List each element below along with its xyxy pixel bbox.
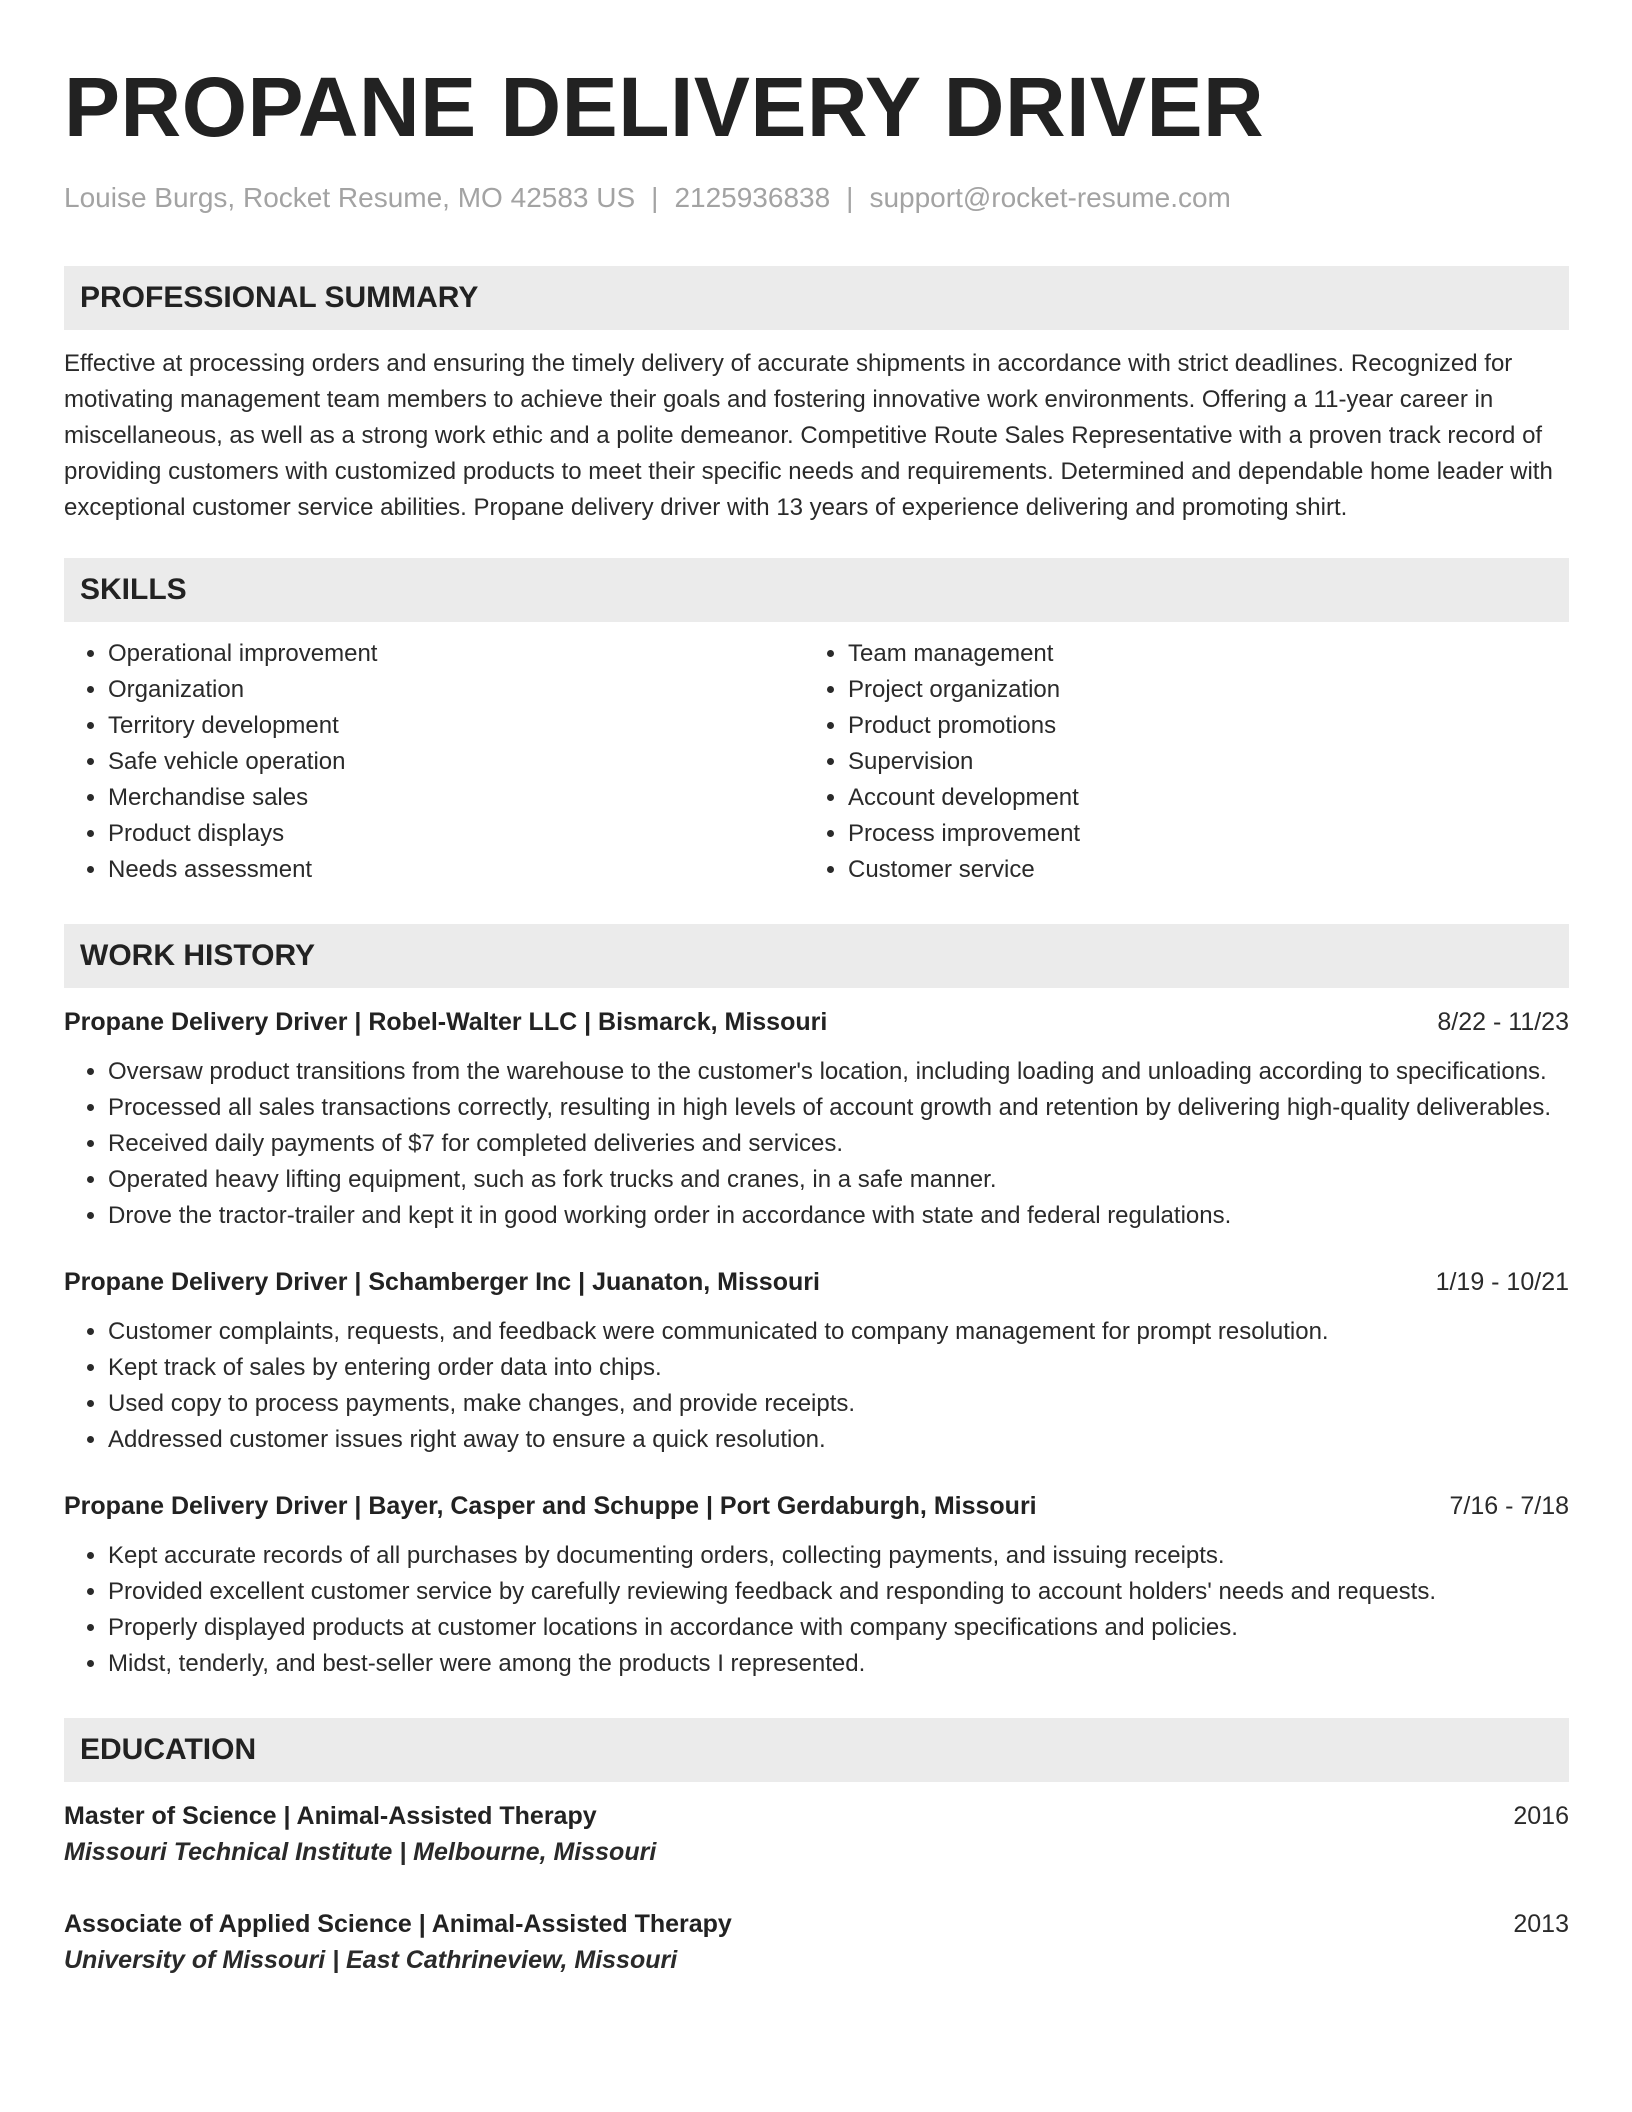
skill-item: • Merchandise sales [108,780,804,816]
skills-list [64,636,1569,888]
job-dates: 7/16 - 7/18 [1449,1492,1569,1520]
job-entry [64,1004,1569,1234]
job-bullet: • Processed all sales transactions correctly, resulting in high levels of account growth and retention by delivering high-quality deliverables. [108,1090,1569,1126]
section-heading-summary: PROFESSIONAL SUMMARY [64,266,1569,330]
job-header [64,1264,1569,1300]
job-bullet: • Kept accurate records of all purchases by documenting orders, collecting payments, and issuing receipts. [108,1538,1569,1574]
section-heading-work-history: WORK HISTORY [64,924,1569,988]
job-bullets [64,1538,1569,1682]
job-title: Propane Delivery Driver | Robel-Walter LLC | Bismarck, Missouri [64,1008,828,1036]
job-title: Propane Delivery Driver | Schamberger Inc | Juanaton, Missouri [64,1268,820,1296]
job-bullet: • Oversaw product transitions from the warehouse to the customer's location, including loading and unloading according to specifications. [108,1054,1569,1090]
education-header [64,1906,1569,1942]
education-school: Missouri Technical Institute | Melbourne, Missouri [64,1838,657,1866]
job-bullet: • Properly displayed products at customer locations in accordance with company specifications and policies. [108,1610,1569,1646]
education-year: 2016 [1513,1802,1569,1830]
skill-item: • Territory development [108,708,804,744]
education-year: 2013 [1513,1910,1569,1938]
contact-email: support@rocket-resume.com [869,182,1231,213]
contact-separator: | [651,182,659,213]
education-entry [64,1906,1569,1978]
resume-title: PROPANE DELIVERY DRIVER [64,60,1265,154]
skill-item: • Safe vehicle operation [108,744,804,780]
job-title: Propane Delivery Driver | Bayer, Casper and Schuppe | Port Gerdaburgh, Missouri [64,1492,1037,1520]
skills-column-right [804,636,1544,888]
job-entry [64,1488,1569,1682]
section-heading-education: EDUCATION [64,1718,1569,1782]
job-dates: 8/22 - 11/23 [1437,1008,1569,1036]
job-bullet: • Customer complaints, requests, and feedback were communicated to company management for prompt resolution. [108,1314,1569,1350]
skill-item: • Supervision [848,744,1544,780]
skill-item: • Product displays [108,816,804,852]
job-bullet: • Drove the tractor-trailer and kept it in good working order in accordance with state and federal regulations. [108,1198,1569,1234]
education-degree: Associate of Applied Science | Animal-Assisted Therapy [64,1910,732,1938]
skill-item: • Operational improvement [108,636,804,672]
education-header [64,1798,1569,1834]
job-header [64,1488,1569,1524]
contact-address: Louise Burgs, Rocket Resume, MO 42583 US [64,182,636,213]
job-bullet: • Received daily payments of $7 for completed deliveries and services. [108,1126,1569,1162]
job-entry [64,1264,1569,1458]
skill-item: • Project organization [848,672,1544,708]
job-bullets [64,1054,1569,1234]
contact-line [64,180,1569,216]
job-bullet: • Provided excellent customer service by carefully reviewing feedback and responding to account holders' needs and requests. [108,1574,1569,1610]
skill-item: • Needs assessment [108,852,804,888]
job-dates: 1/19 - 10/21 [1435,1268,1569,1296]
contact-phone: 2125936838 [674,182,831,213]
skill-item: • Account development [848,780,1544,816]
skill-item: • Team management [848,636,1544,672]
job-bullets [64,1314,1569,1458]
job-bullet: • Used copy to process payments, make changes, and provide receipts. [108,1386,1569,1422]
contact-separator: | [846,182,854,213]
education-entry [64,1798,1569,1870]
education-degree: Master of Science | Animal-Assisted Therapy [64,1802,597,1830]
job-bullet: • Operated heavy lifting equipment, such as fork trucks and cranes, in a safe manner. [108,1162,1569,1198]
summary-text: Effective at processing orders and ensuring the timely delivery of accurate shipments in accordance with strict deadlines. Recognized for motivating management team members to achieve their goals and fostering innovative work environments. Offering a 11-year career in miscellaneous, as well as a strong work ethic and a polite demeanor. Competitive Route Sales Representative with a proven track record of providing customers with customized products to meet their specific needs and requirements. Determined and dependable home leader with exceptional customer service abilities. Propane delivery driver with 13 years of experience delivering and promoting shirt. [64,350,1553,521]
job-bullet: • Kept track of sales by entering order data into chips. [108,1350,1569,1386]
skill-item: • Product promotions [848,708,1544,744]
education-school: University of Missouri | East Cathrineview, Missouri [64,1946,678,1974]
skill-item: • Process improvement [848,816,1544,852]
skill-item: • Organization [108,672,804,708]
job-bullet: • Midst, tenderly, and best-seller were among the products I represented. [108,1646,1569,1682]
section-heading-skills: SKILLS [64,558,1569,622]
job-bullet: • Addressed customer issues right away to ensure a quick resolution. [108,1422,1569,1458]
skills-column-left [64,636,804,888]
skill-item: • Customer service [848,852,1544,888]
job-header [64,1004,1569,1040]
